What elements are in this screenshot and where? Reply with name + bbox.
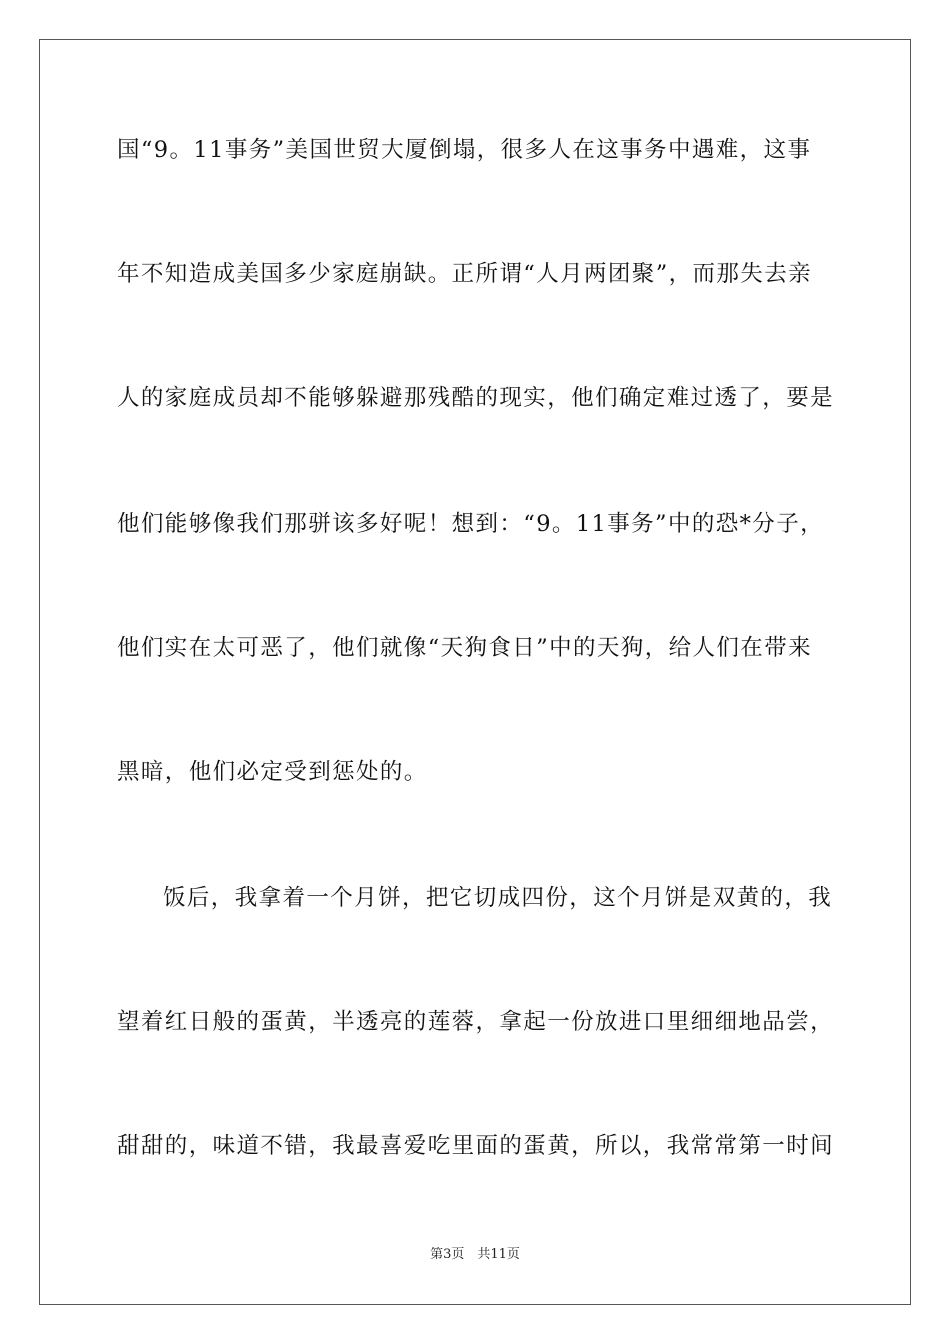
text-line: 他们实在太可恶了，他们就像“天狗食日”中的天狗，给人们在带来 <box>117 635 813 661</box>
text-line: 望着红日般的蛋黄，半透亮的莲蓉，拿起一份放进口里细细地品尝， <box>117 1009 835 1035</box>
page-frame <box>39 39 911 1305</box>
text-line: 甜甜的，味道不错，我最喜爱吃里面的蛋黄，所以，我常常第一时间 <box>117 1133 835 1159</box>
text-line: 他们能够像我们那骈该多好呢！想到：“9。11事务”中的恐*分子， <box>117 511 825 537</box>
paragraph-first-line: 饭后，我拿着一个月饼，把它切成四份，这个月饼是双黄的，我 <box>163 885 833 911</box>
page-number-footer: 第3页 共11页 <box>430 1247 520 1262</box>
text-line: 黑暗，他们必定受到惩处的。 <box>117 759 428 785</box>
text-line: 国“9。11事务”美国世贸大厦倒塌，很多人在这事务中遇难，这事 <box>117 137 812 163</box>
text-line: 年不知造成美国多少家庭崩缺。正所谓“人月两团聚”，而那失去亲 <box>117 261 813 287</box>
text-line: 人的家庭成员却不能够躲避那残酷的现实，他们确定难过透了，要是 <box>117 385 835 411</box>
